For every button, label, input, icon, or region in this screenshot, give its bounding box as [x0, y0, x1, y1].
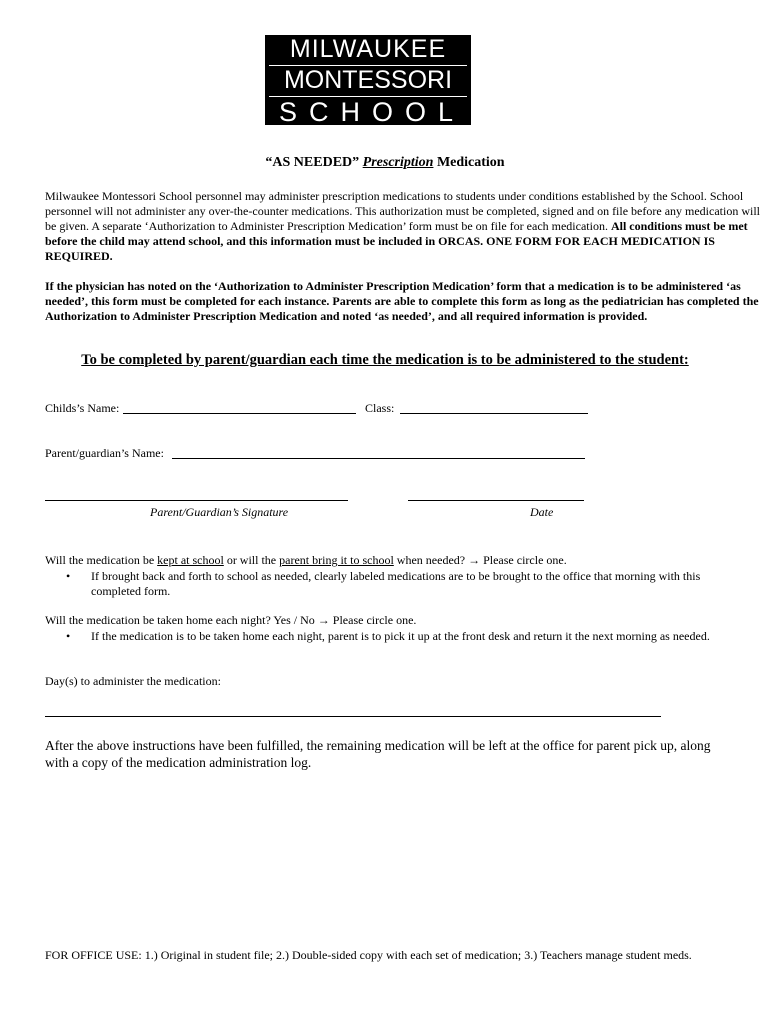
parent-name-field[interactable] [172, 458, 585, 459]
question-text: when needed? → Please circle one. [393, 553, 567, 567]
logo-line-1: MILWAUKEE [289, 35, 447, 63]
days-label: Day(s) to administer the medication: [45, 674, 221, 688]
option-kept-at-school[interactable]: kept at school [157, 553, 224, 567]
question-take-home: Will the medication be taken home each night? Yes / No → Please circle one. [45, 613, 417, 627]
title-part: “AS NEEDED” [265, 155, 363, 170]
bullet-icon: • [66, 629, 71, 643]
logo-line-3: SCHOOL [278, 97, 466, 127]
childs-name-field[interactable] [123, 413, 356, 414]
form-title [0, 155, 770, 171]
days-field[interactable] [45, 716, 661, 717]
date-caption: Date [530, 505, 554, 519]
question-text: or will the [223, 553, 280, 567]
class-label: Class: [365, 401, 395, 415]
closing-paragraph: After the above instructions have been fulfilled, the remaining medication will be left at the office for parent pick up, along with a copy of the medication administration log. [45, 738, 711, 770]
bullet-text: If brought back and forth to school as needed, clearly labeled medications are to be brought to the office that morning with this completed form. [91, 569, 701, 598]
childs-name-label: Childs’s Name: [45, 401, 120, 415]
title-part: Medication [433, 155, 505, 170]
intro-text: Milwaukee Montessori School personnel may administer prescription medications to students under conditions established by the School. School personnel will not administer any over-the-counter medications. This authorization must be completed, signed and on file before any medication will be given. A separate ‘Authorization to Administer Prescription Medication’ form must be on file for each medication. [45, 189, 761, 233]
option-parent-bring[interactable]: parent bring it to school [279, 553, 394, 567]
signature-field[interactable] [45, 500, 348, 501]
signature-caption: Parent/Guardian’s Signature [150, 505, 289, 519]
class-field[interactable] [400, 413, 588, 414]
intro-requirements: All conditions must be met before the child may attend school, and this information must be included in ORCAS. ONE FORM FOR EACH MEDICATION IS REQUIRED. [45, 219, 748, 263]
title-emphasis: Prescription [362, 155, 434, 170]
question-storage [45, 553, 567, 568]
school-logo [265, 35, 471, 125]
section-heading: To be completed by parent/guardian each time the medication is to be administered to the student: [81, 352, 689, 368]
date-field[interactable] [408, 500, 584, 501]
question-text: Will the medication be [45, 553, 158, 567]
bullet-text: If the medication is to be taken home each night, parent is to pick it up at the front desk and return it the next morning as needed. [91, 629, 710, 643]
bullet-icon: • [66, 569, 71, 583]
physician-note: If the physician has noted on the ‘Authorization to Administer Prescription Medication’ form that a medication is to be administered ‘as needed’, this form must be completed for each instance. Parents are able to complete this form as long as the pediatrician has completed the Authorization to Administer Prescription Medication and noted ‘as needed’, and all required information is provided. [45, 279, 759, 323]
parent-name-label: Parent/guardian’s Name: [45, 446, 164, 460]
logo-line-2: MONTESSORI [283, 66, 453, 94]
intro-paragraph [45, 189, 761, 264]
office-use-note: FOR OFFICE USE: 1.) Original in student file; 2.) Double-sided copy with each set of medication; 3.) Teachers manage student meds. [45, 948, 692, 962]
